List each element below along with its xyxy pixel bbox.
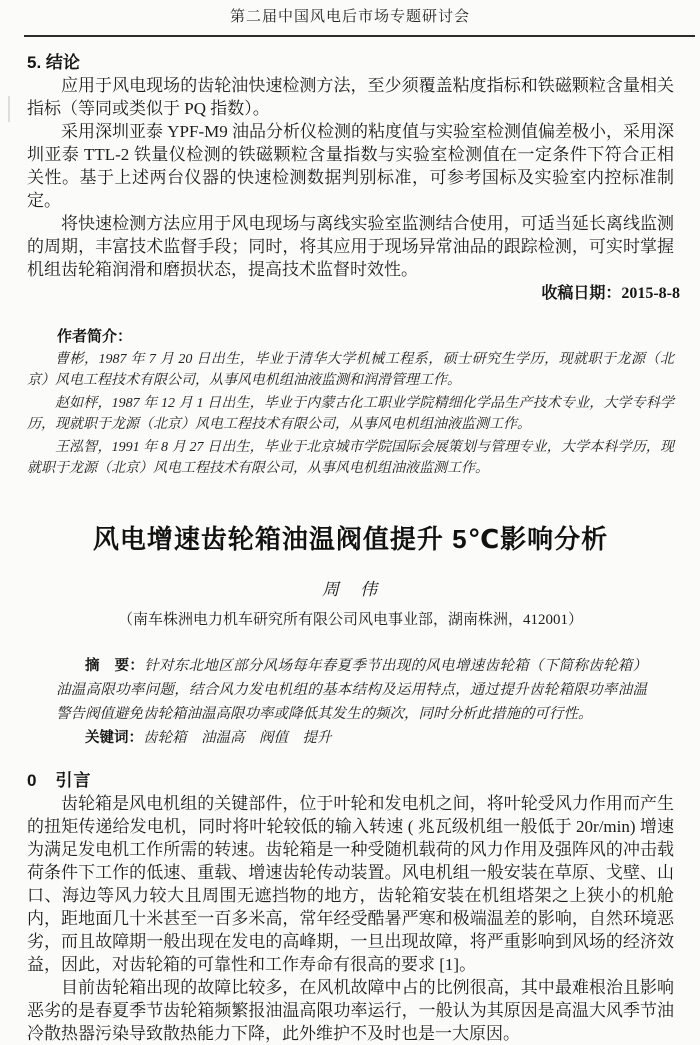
- introduction-section: [27, 792, 674, 1045]
- keywords-label: 关键词：: [85, 730, 143, 746]
- paper-title: 风电增速齿轮箱油温阀值提升 5℃影响分析: [92, 524, 609, 554]
- author-bio: 曹彬，1987 年 7 月 20 日出生，毕业于清华大学机械工程系，硕士研究生学历，现就职于龙源（北京）风电工程技术有限公司，从事风电机组油液监测和润滑管理工作。: [27, 352, 674, 388]
- author-bio: 王泓智，1991 年 8 月 27 日出生，毕业于北京城市学院国际会展策划与管理专业，大学本科学历，现就职于龙源（北京）风电工程技术有限公司，从事风电机组油液监测工作。: [27, 440, 674, 476]
- conclusion-paragraph: 采用深圳亚泰 YPF-M9 油品分析仪检测的粘度值与实验室检测值偏差极小，采用深圳亚泰 TTL-2 铁量仪检测的铁磁颗粒含量指数与实验室检测值在一定条件下符合正相关性。基于上述两台仪器的快速检测数据判别标准，可参考国标及实验室内控标准制定。: [27, 122, 674, 210]
- author-bio-heading: 作者简介：: [57, 328, 133, 345]
- abstract-text: 针对东北地区部分风场每年春夏季节出现的风电增速齿轮箱（下简称齿轮箱）油温高限功率问题，结合风力发电机组的基本结构及运用特点，通过提升齿轮箱限功率油温警告阀值避免齿轮箱油温高限功率或降低其发生的频次，同时分析此措施的可行性。: [56, 658, 648, 722]
- conclusion-paragraph: 应用于风电现场的齿轮油快速检测方法，至少须覆盖粘度指标和铁磁颗粒含量相关指标（等同或类似于 PQ 指数）。: [27, 76, 674, 118]
- abstract: [56, 654, 647, 726]
- conclusion-heading: 5. 结论: [27, 53, 80, 72]
- introduction-paragraph: 目前齿轮箱出现的故障比较多，在风机故障中占的比例很高，其中最难根治且影响恶劣的是春夏季节齿轮箱频繁报油温高限功率运行，一般认为其原因是高温大风季节油冷散热器污染导致散热能力下降，此外维护不及时也是一大原因。: [27, 978, 674, 1043]
- introduction-paragraph: 齿轮箱是风电机组的关键部件，位于叶轮和发电机之间，将叶轮受风力作用而产生的扭矩传递给发电机，同时将叶轮较低的输入转速 ( 兆瓦级机组一般低于 20r/min) 增速为满足发电机工作所需的转速。齿轮箱是一种受随机载荷的风力作用及强阵风的冲击载荷条件下工作的低速、重载、增速齿轮传动装置。风电机组一般安装在草原、戈壁、山口、海边等风力较大且周围无遮挡物的地方，齿轮箱安装在机组塔架之上狭小的机舱内，距地面几十米甚至一百多米高，常年经受酷暑严寒和极端温差的影响，自然环境恶劣，而且故障期一般出现在发电的高峰期，一旦出现故障，将严重影响到风场的经济效益，因此，对齿轮箱的可靠性和工作寿命有很高的要求 [1]。: [27, 794, 674, 974]
- header-divider-rule: [24, 35, 695, 37]
- scan-artifact: [8, 96, 10, 122]
- conclusion-paragraph: 将快速检测方法应用于风电现场与离线实验室监测结合使用，可适当延长离线监测的周期，丰富技术监督手段；同时，将其应用于现场异常油品的跟踪检测，可实时掌握机组齿轮箱润滑和磨损状态，提高技术监督时效性。: [27, 214, 674, 279]
- author-bio: 赵如枰，1987 年 12 月 1 日出生，毕业于内蒙古化工职业学院精细化学品生产技术专业，大学专科学历，现就职于龙源（北京）风电工程技术有限公司，从事风电机组油液监测工作。: [27, 396, 674, 432]
- keywords-line: [56, 726, 647, 750]
- page-content: [0, 52, 700, 1045]
- introduction-heading: 0 引言: [27, 771, 92, 790]
- keywords-text: 齿轮箱 油温高 阀值 提升: [143, 730, 332, 746]
- abstract-label: 摘 要：: [85, 658, 145, 674]
- paper-affiliation: （南车株洲电力机车研究所有限公司风电事业部，湖南株洲，412001）: [117, 612, 583, 628]
- conference-running-header: 第二届中国风电后市场专题研讨会: [229, 9, 470, 25]
- paper-author: 周 伟: [322, 580, 379, 599]
- received-date: 收稿日期：2015-8-8: [541, 285, 680, 302]
